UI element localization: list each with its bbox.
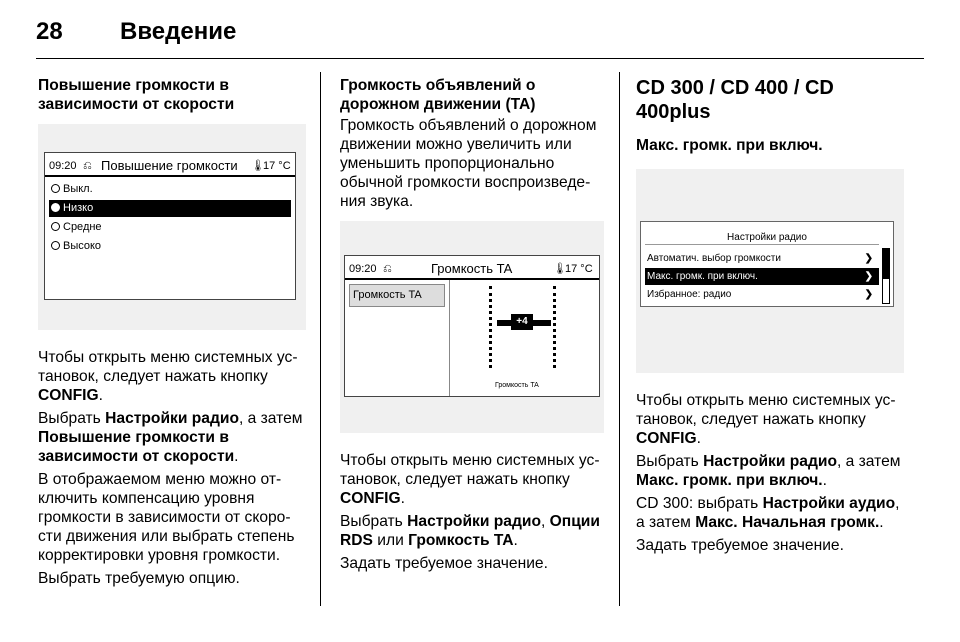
paragraph: Выбрать Настройки радио, Опции RDS или Громкость TA. xyxy=(340,513,600,549)
screen-illustration xyxy=(340,221,604,433)
radio-icon xyxy=(51,222,60,231)
radio-icon xyxy=(51,241,60,250)
level-value: +4 xyxy=(511,314,533,330)
thermometer-icon: 🌡 xyxy=(553,263,567,275)
column-1 xyxy=(38,76,306,592)
menu-item-selected[interactable]: Макс. громк. при включ. ❯ xyxy=(645,268,879,285)
subsection-heading: Макс. громк. при включ. xyxy=(636,137,823,154)
paragraph: Чтобы открыть меню системных ус-тановок, следует нажать кнопку CONFIG. xyxy=(38,349,298,404)
clock: 09:20 xyxy=(49,160,77,172)
paragraph: CD 300: выбрать Настройки аудио, а затем Макс. Начальная громк.. xyxy=(636,495,900,531)
paragraph: Громкость объявлений о дорожном движении можно увеличить или уменьшить пропорционально обычной громкости воспроизведе-ния звука. xyxy=(340,117,597,210)
radio-icon xyxy=(51,184,60,193)
section-heading: Повышение громкости в зависимости от скорости xyxy=(38,77,235,113)
column-divider xyxy=(619,72,620,606)
chevron-right-icon: ❯ xyxy=(864,253,873,264)
section-heading: Громкость объявлений о дорожном движении (TA) xyxy=(340,77,536,113)
paragraph: Чтобы открыть меню системных ус-тановок, следует нажать кнопку CONFIG. xyxy=(636,392,896,447)
status-bar xyxy=(45,153,295,177)
screen-illustration xyxy=(636,169,904,373)
status-bar xyxy=(345,256,599,280)
paragraph: Задать требуемое значение. xyxy=(636,537,844,554)
title-divider xyxy=(645,244,879,245)
clock: 09:20 xyxy=(349,263,377,275)
chevron-right-icon: ❯ xyxy=(864,289,873,300)
scale-caption: Громкость TA xyxy=(495,382,539,389)
chevron-right-icon: ❯ xyxy=(864,271,873,282)
thermometer-icon: 🌡 xyxy=(251,160,265,172)
paragraph: Задать требуемое значение. xyxy=(340,555,548,572)
back-icon: ⎌ xyxy=(83,160,92,172)
menu-item[interactable]: Автоматич. выбор громкости ❯ xyxy=(645,250,879,267)
page-header xyxy=(36,14,924,59)
level-scale xyxy=(489,286,495,368)
scrollbar[interactable] xyxy=(882,248,890,304)
option-row-selected[interactable]: Низко xyxy=(49,200,291,217)
page-title: Введение xyxy=(120,18,237,45)
temperature: 17 °C xyxy=(263,160,291,172)
menu-item[interactable]: Избранное: радио ❯ xyxy=(645,286,879,303)
option-row[interactable]: Высоко xyxy=(49,238,291,255)
screen-illustration xyxy=(38,124,306,330)
page-number: 28 xyxy=(36,18,63,45)
back-icon: ⎌ xyxy=(383,263,392,275)
left-menu-item[interactable]: Громкость TA xyxy=(349,284,445,307)
scrollbar-thumb[interactable] xyxy=(883,249,889,279)
display-screen xyxy=(344,255,600,397)
option-row[interactable]: Средне xyxy=(49,219,291,236)
paragraph: Выбрать Настройки радио, а затем Повышение громкости в зависимости от скорости. xyxy=(38,410,303,465)
paragraph: Выбрать Настройки радио, а затем Макс. громк. при включ.. xyxy=(636,453,901,489)
option-row[interactable]: Выкл. xyxy=(49,181,291,198)
screen-title: Настройки радио xyxy=(727,232,807,243)
column-divider xyxy=(320,72,321,606)
display-screen xyxy=(640,221,894,307)
radio-selected-icon xyxy=(51,203,60,212)
column-3 xyxy=(636,76,904,559)
left-panel xyxy=(345,280,450,396)
temperature: 17 °C xyxy=(565,263,593,275)
column-2 xyxy=(340,76,604,577)
level-scale xyxy=(553,286,559,368)
paragraph: Выбрать требуемую опцию. xyxy=(38,570,240,587)
display-screen xyxy=(44,152,296,300)
section-heading: CD 300 / CD 400 / CD 400plus xyxy=(636,77,834,123)
screen-title: Громкость TA xyxy=(431,261,513,276)
screen-title: Повышение громкости xyxy=(101,158,238,173)
paragraph: В отображаемом меню можно от-ключить компенсацию уровня громкости в зависимости от скоро-сти движения или выбрать степень корректировки уровня громкости. xyxy=(38,471,295,564)
paragraph: Чтобы открыть меню системных ус-тановок, следует нажать кнопку CONFIG. xyxy=(340,452,600,507)
